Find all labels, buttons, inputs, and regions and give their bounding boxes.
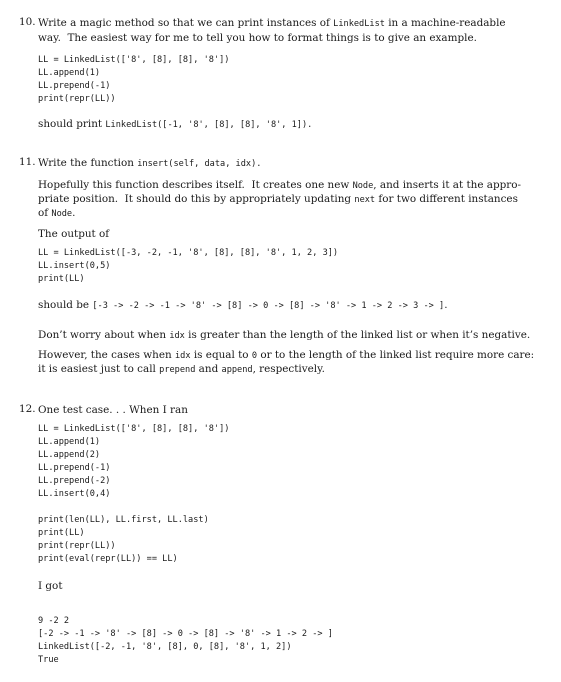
expected-output-text: should be [-3 -> -2 -> -1 -> '8' -> [8] -> 0 -> [8] -> '8' -> 1 -> 2 -> 3 -> ]. <box>38 299 448 311</box>
inline-code: append <box>221 365 253 375</box>
code-line: print(len(LL), LL.first, LL.last) <box>38 515 209 525</box>
paragraph-line: However, the cases when idx is equal to 0 or to the length of the linked list require more care: <box>38 349 535 361</box>
code-line: print(LL) <box>38 274 85 284</box>
inline-code: prepend <box>159 365 196 375</box>
inline-code: 0 <box>251 351 258 361</box>
question-text-line: One test case. . . When I ran <box>38 404 188 416</box>
inline-code: next <box>354 195 376 205</box>
inline-code: idx <box>175 351 191 361</box>
inline-code: LinkedList([-1, '8', [8], [8], '8', 1]). <box>105 120 313 130</box>
paragraph-line: Hopefully this function describes itself. It creates one new Node, and inserts it at the appro- <box>38 179 522 191</box>
paragraph-line: I got <box>38 580 63 592</box>
code-line: LL.prepend(-1) <box>38 463 111 473</box>
paragraph-line: The output of <box>38 228 110 240</box>
inline-code: Node <box>352 181 374 191</box>
code-line: LL.prepend(-2) <box>38 476 111 486</box>
output-line: True <box>38 655 59 665</box>
code-line: print(repr(LL)) <box>38 541 116 551</box>
code-line: LL = LinkedList([-3, -2, -1, '8', [8], [8], '8', 1, 2, 3]) <box>38 248 339 258</box>
inline-code: LinkedList <box>333 19 385 29</box>
output-line: 9 -2 2 <box>38 616 70 626</box>
code-line: LL.insert(0,5) <box>38 261 111 271</box>
question-text-line: Write the function insert(self, data, idx). <box>38 157 262 169</box>
paragraph-line: Don’t worry about when idx is greater than the length of the linked list or when it’s negative. <box>38 329 531 341</box>
code-line: LL = LinkedList(['8', [8], [8], '8']) <box>38 55 230 65</box>
inline-code: Node <box>51 209 73 219</box>
question-number: 10. <box>19 16 36 28</box>
code-line: LL.insert(0,4) <box>38 489 111 499</box>
code-line: print(repr(LL)) <box>38 94 116 104</box>
paragraph-line: it is easiest just to call prepend and append, respectively. <box>38 363 325 375</box>
paragraph-line: of Node. <box>38 207 76 219</box>
paragraph-line: priate position. It should do this by appropriately updating next for two different instances <box>38 193 518 205</box>
code-line: LL.append(1) <box>38 68 101 78</box>
code-line: LL = LinkedList(['8', [8], [8], '8']) <box>38 424 230 434</box>
question-number: 12. <box>19 403 36 415</box>
inline-code: insert(self, data, idx). <box>137 159 262 169</box>
question-number: 11. <box>19 156 36 168</box>
code-line: print(eval(repr(LL)) == LL) <box>38 554 178 564</box>
question-text-line: way. The easiest way for me to tell you how to format things is to give an example. <box>38 32 477 44</box>
output-line: [-2 -> -1 -> '8' -> [8] -> 0 -> [8] -> '8' -> 1 -> 2 -> ] <box>38 629 333 639</box>
code-line: print(LL) <box>38 528 85 538</box>
output-line: LinkedList([-2, -1, '8', [8], 0, [8], '8', 1, 2]) <box>38 642 292 652</box>
expected-output-text: should print LinkedList([-1, '8', [8], [8], '8', 1]). <box>38 118 313 130</box>
code-line: LL.append(1) <box>38 437 101 447</box>
code-line: LL.prepend(-1) <box>38 81 111 91</box>
inline-code: [-3 -> -2 -> -1 -> '8' -> [8] -> 0 -> [8] -> '8' -> 1 -> 2 -> 3 -> ] <box>92 301 445 311</box>
code-line: LL.append(2) <box>38 450 101 460</box>
question-text-line: Write a magic method so that we can print instances of LinkedList in a machine-readable <box>38 17 506 29</box>
inline-code: idx <box>169 331 185 341</box>
